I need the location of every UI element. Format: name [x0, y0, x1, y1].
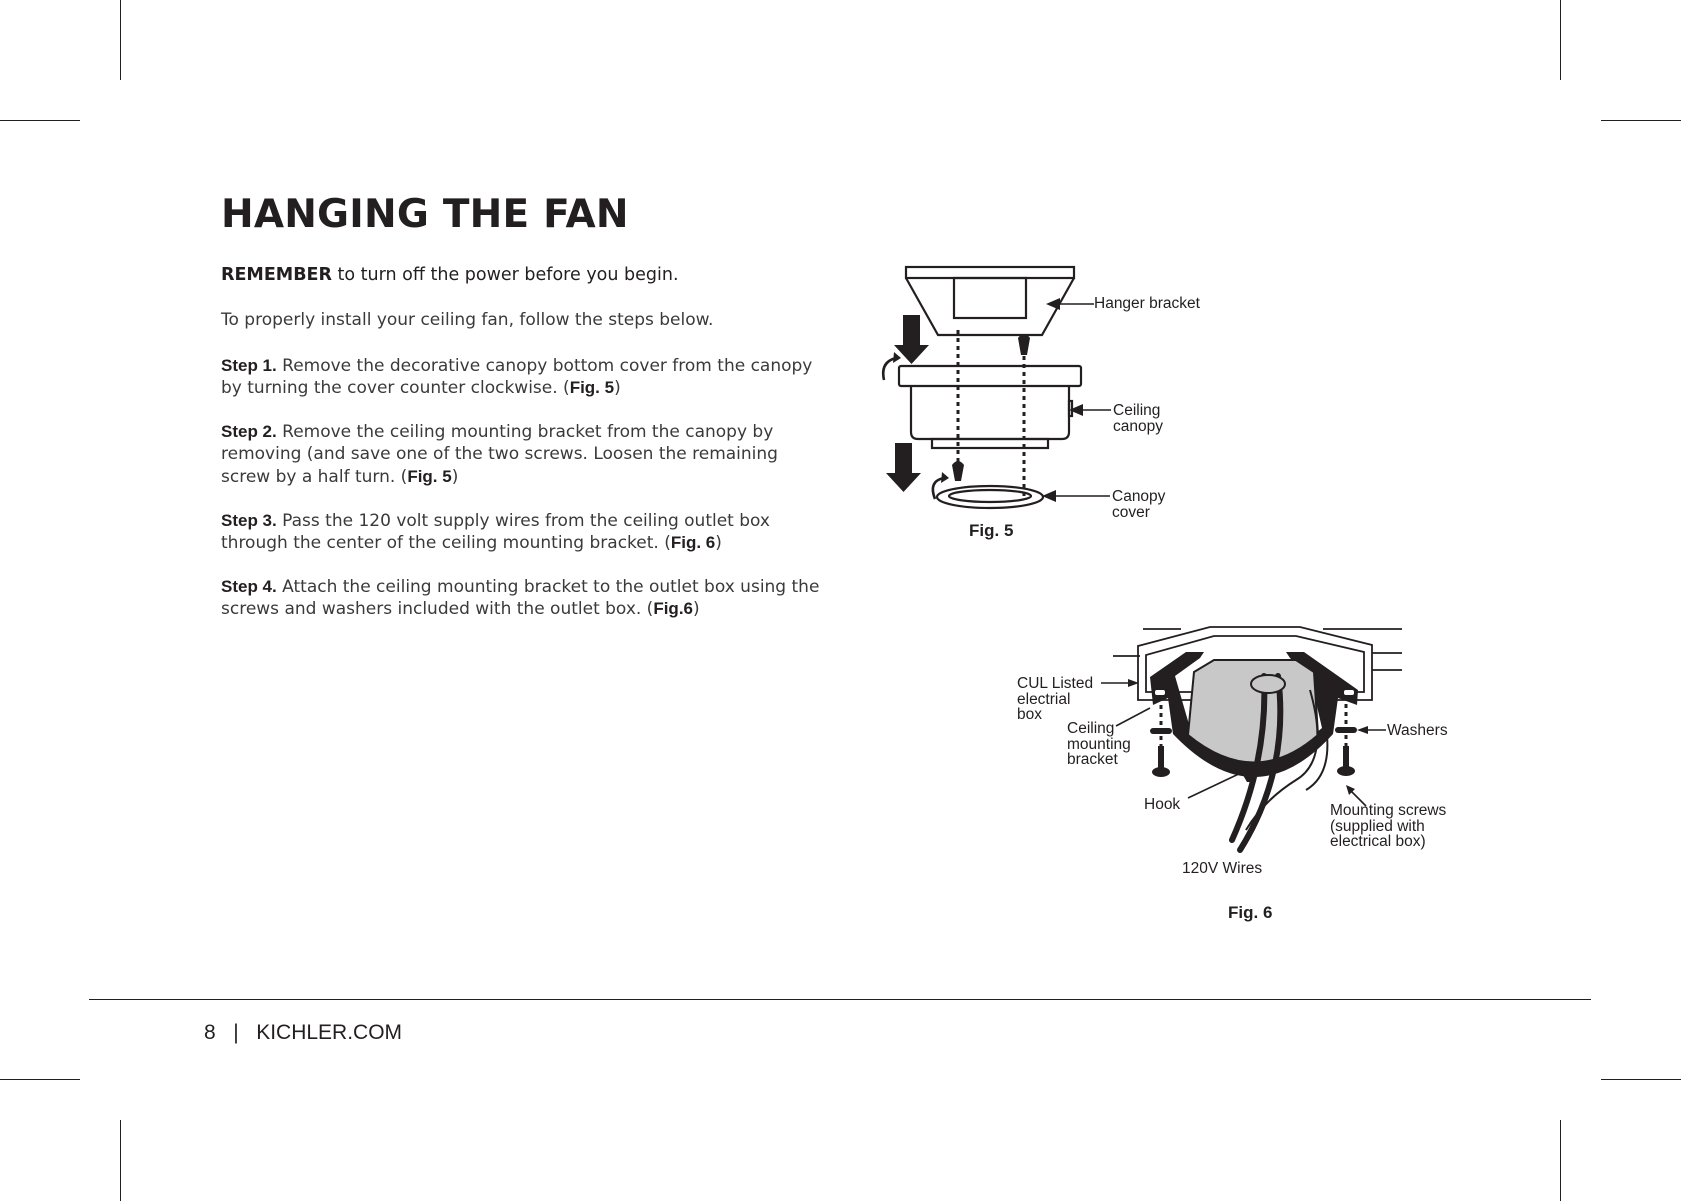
label-line: Ceiling: [1067, 720, 1115, 737]
page-title: HANGING THE FAN: [221, 192, 629, 237]
paren: ): [715, 533, 722, 554]
footer-separator: |: [233, 1021, 239, 1044]
label-line: electrical box): [1330, 833, 1426, 850]
footer-site[interactable]: KICHLER.COM: [256, 1021, 403, 1044]
label-line: cover: [1112, 503, 1150, 521]
paren: ): [614, 378, 621, 399]
fig6-caption: Fig. 6: [1228, 903, 1273, 922]
footer: [204, 1021, 402, 1045]
washer: [1335, 727, 1357, 733]
label-mounting-screws: [1330, 803, 1446, 850]
step-text: Remove the decorative canopy bottom cover from the canopy by turning the cover counter clockwise. (: [221, 356, 813, 399]
label-line: Canopy: [1112, 488, 1166, 505]
footer-rule: [89, 999, 1591, 1000]
step-label: Step 3.: [221, 511, 277, 530]
step-label: Step 4.: [221, 577, 277, 596]
label-hanger-bracket: Hanger bracket: [1094, 295, 1200, 312]
washer: [1150, 728, 1172, 734]
remember-label: REMEMBER: [221, 265, 332, 285]
step-text: Remove the ceiling mounting bracket from the canopy by removing (and save one of the two screws. Loosen the remaining screw by a half turn. (: [221, 422, 778, 487]
label-line: electrial: [1017, 690, 1071, 708]
label-mounting-bracket: [1067, 721, 1131, 768]
label-line: CUL Listed: [1017, 675, 1094, 692]
label-line: bracket: [1067, 751, 1118, 768]
label-line: mounting: [1067, 735, 1131, 753]
paren: ): [693, 599, 700, 620]
step-text: Pass the 120 volt supply wires from the ceiling outlet box through the center of the ceiling mounting bracket. (: [221, 511, 770, 554]
step-label: Step 1.: [221, 356, 277, 375]
label-line: box: [1017, 706, 1042, 723]
label-line: Mounting screws: [1330, 802, 1447, 819]
fig-reference: Fig.6: [653, 599, 693, 619]
page-number: 8: [204, 1021, 216, 1044]
fig-reference: Fig. 5: [407, 466, 452, 486]
label-line: Ceiling: [1113, 402, 1161, 419]
paren: ): [451, 466, 459, 487]
label-hook: Hook: [1144, 796, 1181, 813]
label-line: (supplied with: [1330, 817, 1425, 835]
fig-reference: Fig. 5: [569, 378, 615, 398]
step-text: Attach the ceiling mounting bracket to the outlet box using the screws and washers included with the outlet box. (: [221, 577, 820, 620]
fig5-caption: Fig. 5: [969, 521, 1014, 540]
fig-reference: Fig. 6: [670, 533, 716, 553]
screw-shaft: [1158, 746, 1164, 770]
label-washers: Washers: [1387, 722, 1448, 739]
label-wires: 120V Wires: [1182, 860, 1263, 877]
label-line: canopy: [1113, 417, 1163, 435]
screw-head: [1152, 767, 1170, 777]
screw-head: [1337, 766, 1355, 776]
remember-text: to turn off the power before you begin.: [331, 265, 679, 285]
label-electrical-box: [1017, 676, 1093, 723]
step-label: Step 2.: [221, 422, 277, 441]
intro-text: To properly install your ceiling fan, follow the steps below.: [221, 310, 714, 330]
